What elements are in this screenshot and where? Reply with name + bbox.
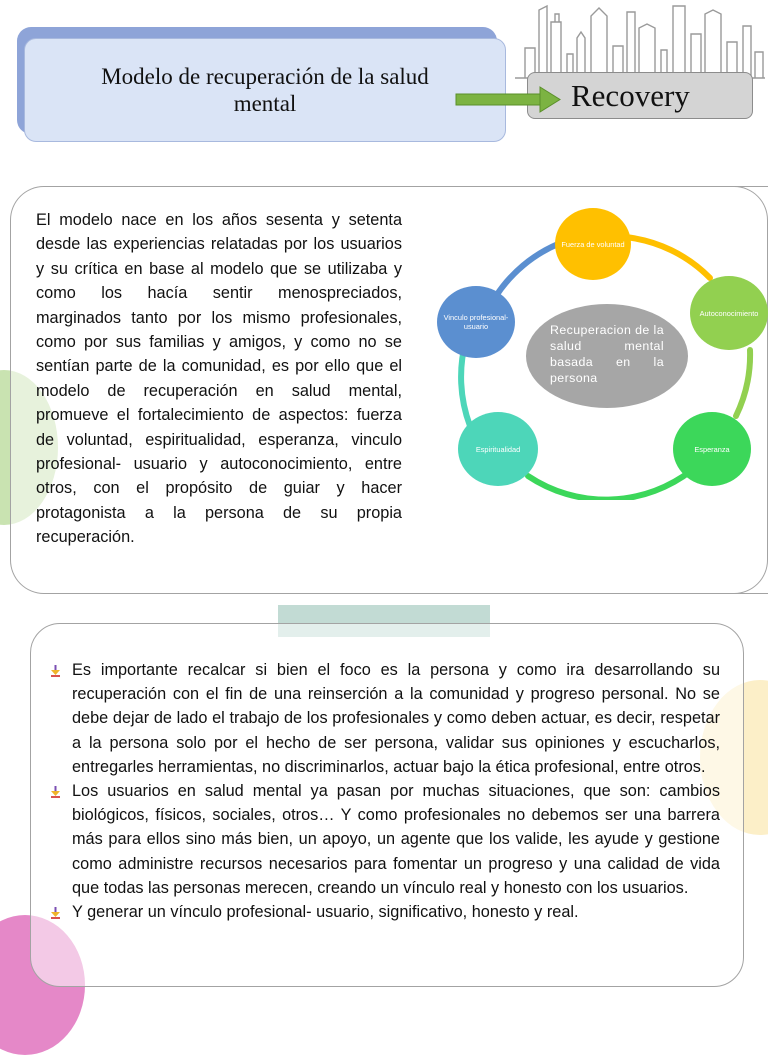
- node-vinculo-profesional-usuario: [437, 286, 515, 358]
- title-box: [24, 38, 506, 142]
- bullet-icon: [50, 665, 61, 677]
- page-title: Modelo de recuperación de la salud mental: [101, 64, 429, 116]
- bullet-text: Es importante recalcar si bien el foco es la persona y como ira desarrollando su recuperación con el fin de una reinserción a la comunidad y progreso personal. No se debe dejar de lado el trabajo de los profesionales y como deben actuar, es decir, respetar a la persona solo por el hecho de ser persona, validar sus opiniones y escucharlos, entregarles herramientas, no discriminarlos, actuar bajo la ética profesional, entre otros.: [72, 661, 720, 776]
- bullet-text: Los usuarios en salud mental ya pasan por muchas situaciones, que son: cambios biológicos, físicos, sociales, otros… Y como profesionales no debemos ser una barrera más para ellos sino más bien, un apoyo, un agente que los valide, les ayude y gestione como administre recursos necesarios para fomentar un progreso y una calidad de vida que todas las personas merecen, creando un vínculo real y honesto con los usuarios.: [72, 782, 720, 897]
- recovery-label: Recovery: [571, 78, 690, 113]
- node-label: Esperanza: [694, 444, 730, 454]
- node-label: Fuerza de voluntad: [561, 239, 625, 249]
- arc-esperanza-espiritualidad: [528, 470, 692, 500]
- list-item: [48, 779, 720, 900]
- node-esperanza: [673, 412, 751, 486]
- node-fuerza-de-voluntad: [555, 208, 631, 280]
- bullet-icon: [50, 786, 61, 798]
- center-node: [526, 304, 688, 408]
- bullet-text: Y generar un vínculo profesional- usuario, significativo, honesto y real.: [72, 903, 579, 922]
- node-autoconocimiento: [690, 276, 768, 350]
- center-node-label: Recuperacion de la salud mental basada en la persona: [550, 323, 664, 385]
- node-label: Vinculo profesional- usuario: [443, 313, 509, 331]
- city-skyline-icon: [515, 2, 765, 82]
- arc-autoconocimiento-esperanza: [736, 350, 750, 416]
- right-arrow-icon: [454, 84, 564, 116]
- node-label: Espiritualidad: [475, 444, 521, 454]
- intro-paragraph: El modelo nace en los años sesenta y setenta desde las experiencias relatadas por los usuarios y su crítica en base al modelo que se utilizaba y como los hacía sentir menospreciados, marginados tanto por los mismo profesionales, como por sus familias y amigos, y como no se sentían parte de la comunidad, es por ello que el modelo de recuperación en salud mental, promueve el fortalecimiento de aspectos: fuerza de voluntad, espiritualidad, esperanza, vinculo profesional- usuario y autoconocimiento, entre otros, con el propósito de guiar y hacer protagonista a la persona de su propia recuperación.: [36, 211, 402, 547]
- list-item: [48, 658, 720, 779]
- arc-vinculo-fuerza: [496, 244, 558, 296]
- arc-fuerza-autoconocimiento: [625, 237, 710, 278]
- list-item: [48, 900, 720, 924]
- bullet-list: [48, 658, 720, 924]
- node-label: Autoconocimiento: [699, 308, 759, 318]
- node-espiritualidad: [458, 412, 538, 486]
- bullet-icon: [50, 907, 61, 919]
